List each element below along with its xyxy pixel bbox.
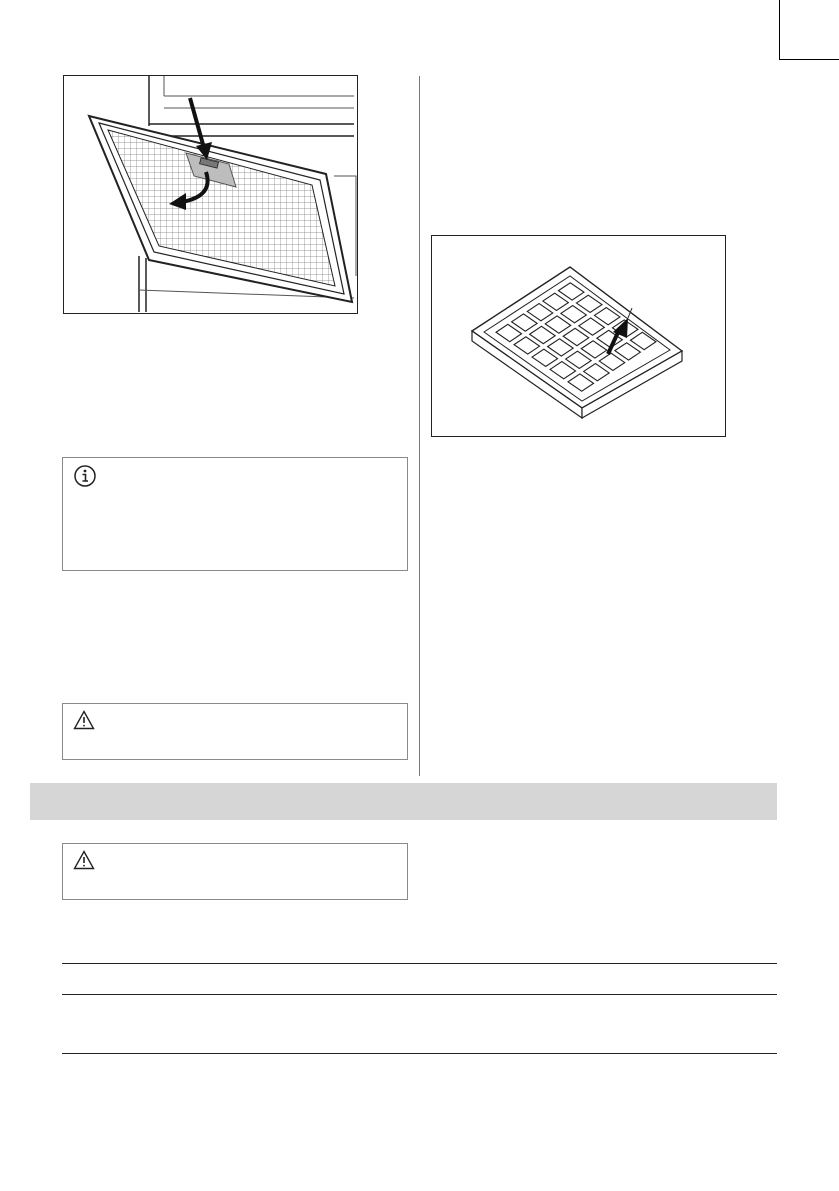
table-top-rule <box>62 963 777 964</box>
warning-note <box>62 703 408 760</box>
warning-note <box>62 843 408 900</box>
table-header-rule <box>62 994 777 995</box>
crop-mark <box>779 59 839 60</box>
table-bottom-rule <box>62 1053 777 1054</box>
info-icon <box>73 464 97 488</box>
grease-filter-with-handle-illustration <box>64 76 357 313</box>
column-divider <box>419 76 420 776</box>
figure-carbon-filter <box>431 235 726 437</box>
figure-grease-filter <box>63 75 358 314</box>
warning-icon <box>73 710 95 730</box>
carbon-filter-tray-illustration <box>432 236 725 436</box>
section-band <box>30 783 777 820</box>
crop-mark <box>779 0 780 60</box>
warning-icon <box>73 850 95 870</box>
info-note <box>62 457 408 571</box>
